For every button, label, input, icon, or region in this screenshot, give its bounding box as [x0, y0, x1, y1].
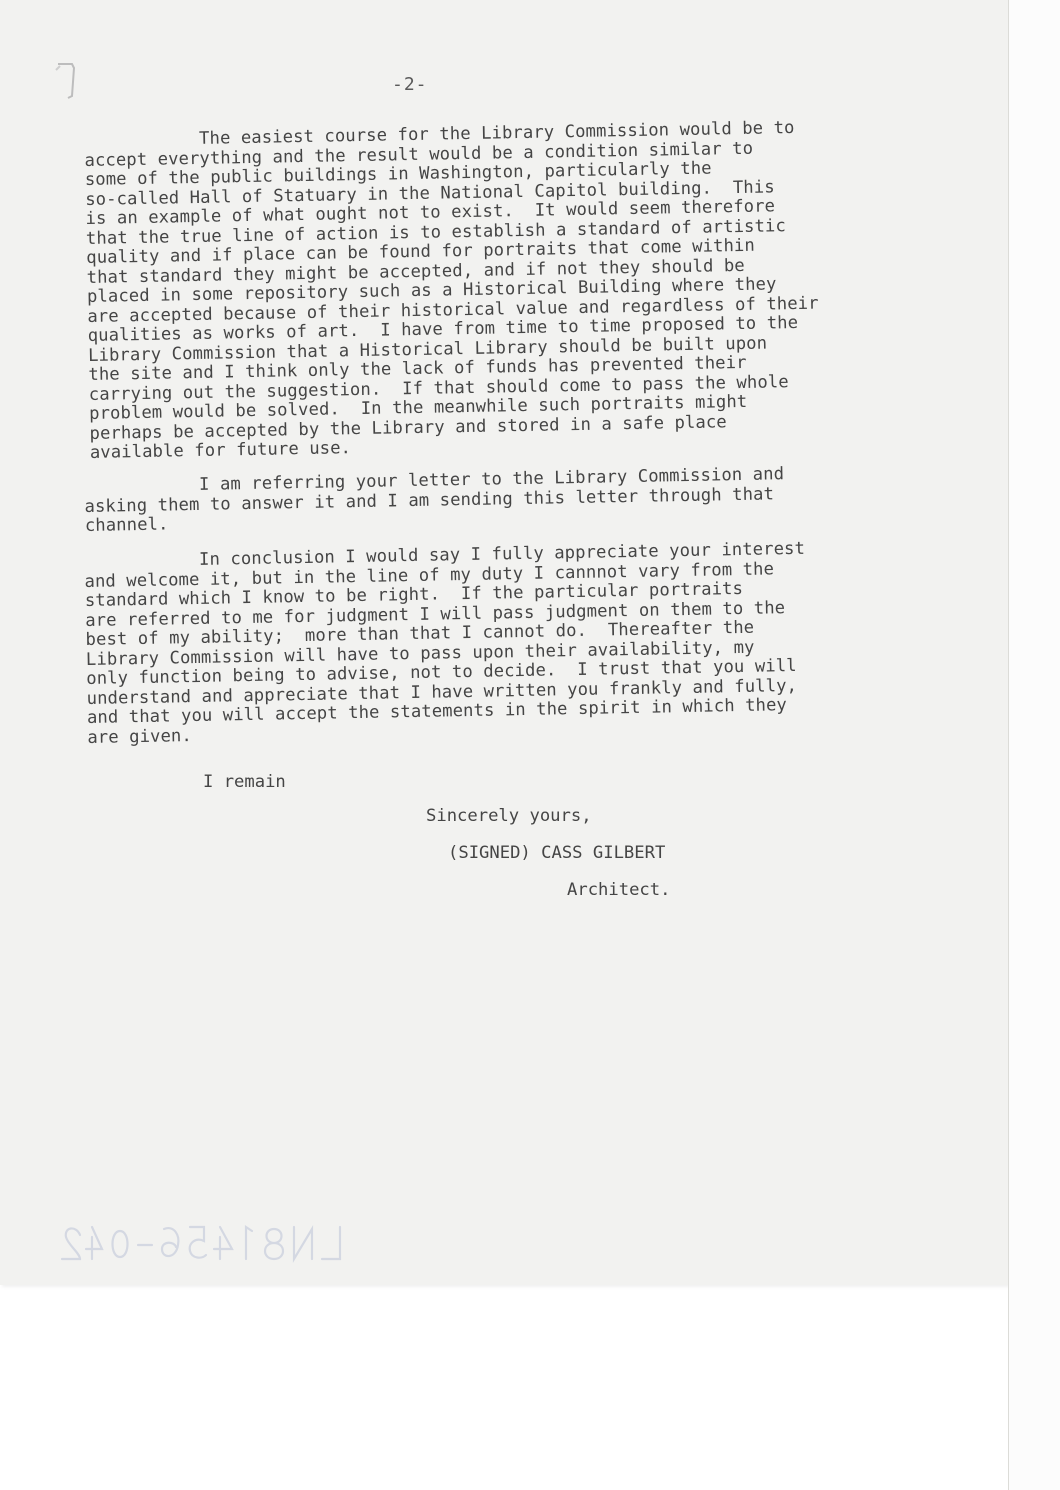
signature-line: (SIGNED) CASS GILBERT	[448, 843, 666, 863]
closing-remain: I remain	[203, 772, 286, 792]
archive-stamp	[60, 1215, 350, 1273]
paragraph-conclusion: In conclusion I would say I fully appreciate your interest and welcome it, but in the line of my duty I cannnot vary from the standard which I know to be right. If the particular portraits are referred to me for judgment I will pass judgment on them to the best of my ability; more than that I cannot do. Thereafter the Library Commission will have to pass upon their availability, my only function being to advise, not to decide. I trust that you will understand and appreciate that I have written you frankly and fully, and that you will accept the statements in the spirit in which they are given.	[83, 538, 806, 748]
signer-title: Architect.	[567, 880, 671, 900]
closing-sincerely: Sincerely yours,	[426, 806, 592, 826]
scan-background-margin	[1008, 0, 1060, 1490]
page-number: -2-	[392, 74, 428, 95]
paragraph-referring-letter: I am referring your letter to the Library Commission and asking them to answer it and I am sending this letter through that channel.	[83, 464, 785, 536]
paper-clip-mark	[52, 60, 78, 100]
paragraph-library-commission: The easiest course for the Library Commission would be to accept everything and the result would be a condition similar to some of the public buildings in Washington, particularly the so-called Hall of Statuary in the National Capitol building. This is an example of what ought not to exist. It would seem therefore that the true line of action is to establish a standard of artistic quality and if place can be found for portraits that come within that standard they might be accepted, and if not they should be placed in some repository such as a Historical Building where they are accepted because of their historical value and regardless of their qualities as works of art. I have from time to time proposed to the Library Commission that a Historical Library should be built upon the site and I think only the lack of funds has prevented their carrying out the suggestion. If that should come to pass the whole problem would be solved. In the meanwhile such portraits might perhaps be accepted by the Library and stored in a safe place available for future use.	[83, 117, 819, 463]
